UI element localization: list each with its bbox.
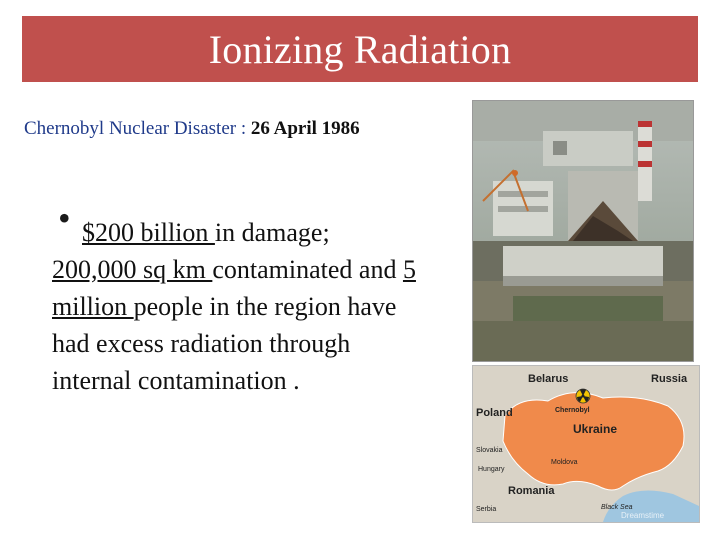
area-text: contaminated and <box>212 255 403 284</box>
ukraine-map <box>472 365 700 523</box>
damage-amount: $200 billion <box>82 218 215 247</box>
radiation-hazard-icon <box>576 389 590 403</box>
map-label-russia: Russia <box>651 373 688 385</box>
map-label-slovakia: Slovakia <box>476 447 503 454</box>
people-text: people in the region have had excess radiation through internal contamination . <box>52 292 397 395</box>
map-label-ukraine: Ukraine <box>573 422 618 436</box>
map-label-romania: Romania <box>508 485 555 497</box>
chernobyl-reactor-photo <box>472 100 694 362</box>
damage-text: in damage; <box>214 218 330 247</box>
map-watermark: Dreamstime <box>621 511 665 520</box>
map-label-hungary: Hungary <box>478 466 505 473</box>
map-label-poland: Poland <box>476 407 513 419</box>
map-label-chernobyl: Chernobyl <box>555 407 590 414</box>
area-amount: 200,000 sq km <box>52 255 213 284</box>
title-bar <box>22 16 698 82</box>
bullet-marker: • <box>58 198 71 238</box>
map-label-moldova: Moldova <box>551 459 578 466</box>
people-amount: 5 million <box>52 255 416 321</box>
bullet-text <box>52 214 432 399</box>
slide-subtitle <box>24 118 360 140</box>
subtitle-date: 26 April 1986 <box>250 118 360 139</box>
map-label-serbia: Serbia <box>476 506 497 513</box>
subtitle-prefix: Chernobyl Nuclear Disaster : <box>24 118 247 139</box>
slide-title: Ionizing Radiation <box>208 26 512 72</box>
map-label-belarus: Belarus <box>528 373 569 385</box>
map-label-black-sea: Black Sea <box>601 504 633 511</box>
